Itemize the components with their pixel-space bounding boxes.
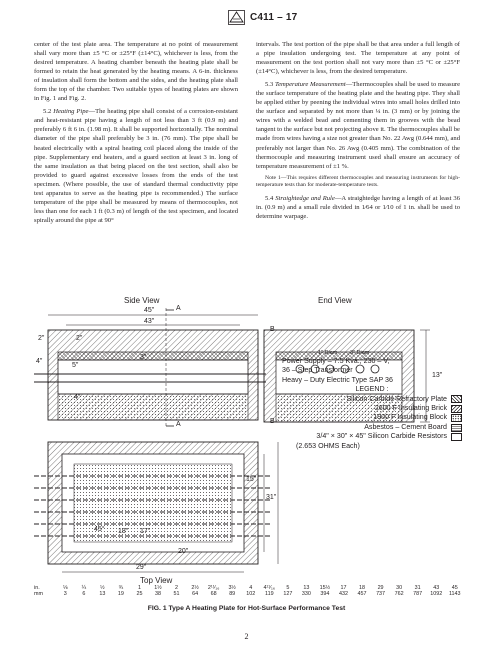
legend-item: 1900 F Insulating Block bbox=[282, 413, 462, 422]
inch-value: 4 bbox=[249, 585, 253, 591]
dim-15: 15" bbox=[246, 476, 257, 483]
mm-value: 1143 bbox=[448, 591, 461, 597]
unit-conversion-table bbox=[34, 585, 464, 597]
dim-1-diam: 1" Diam bbox=[318, 350, 338, 356]
dim-43: 43" bbox=[144, 318, 155, 325]
dim-18: 18" bbox=[118, 528, 129, 535]
dim-17: 17" bbox=[140, 528, 151, 535]
inch-value: 5 bbox=[286, 585, 290, 591]
top-view bbox=[34, 442, 278, 572]
power-supply: Power Supply – 7.5 Kva., 230 – V, bbox=[282, 357, 390, 365]
inch-value: 18 bbox=[359, 585, 366, 591]
dim-29: 29" bbox=[136, 564, 147, 571]
dim-2b: 2" bbox=[76, 335, 83, 342]
right-column bbox=[256, 40, 460, 229]
inch-value: 43 bbox=[433, 585, 440, 591]
mm-value: 6 bbox=[82, 591, 86, 597]
mm-value: 51 bbox=[173, 591, 180, 597]
section-mark-a-top: A bbox=[176, 305, 181, 312]
paragraph: center of the test plate area. The temperature at no point of measurement shall vary more than ±5 °C or ±25°F (±14°C), whichever is less, from the desired temperature. A heating chamber beneath the heating plate shall be formed to retain the heat generated by the heating means. A 6-in. thickness of insulation shall form the bottom and the sides, and the heating plate shall form the top of the chamber. Two suitable types of heating plates are shown in Fig. 1 and Fig. 2. bbox=[34, 41, 238, 103]
section-mark-b-top: B bbox=[270, 326, 275, 333]
inch-value: 3½ bbox=[228, 585, 236, 591]
inch-value: 13 bbox=[303, 585, 310, 591]
note-1: Note 1—This requires different thermocouples and measuring instruments for high-temperature tests than for moderate-temperature tests. bbox=[256, 174, 460, 189]
transformer: 36 – Step Transformer bbox=[282, 366, 353, 375]
inch-value: ½ bbox=[100, 585, 105, 591]
inch-value: 2¹¹⁄₁₆ bbox=[207, 585, 220, 591]
insulating-brick-swatch-icon bbox=[451, 405, 462, 413]
side-view-label: Side View bbox=[124, 296, 160, 305]
section-mark-b-bottom: B bbox=[270, 418, 275, 425]
text-columns bbox=[34, 40, 460, 229]
inch-value: 2½ bbox=[191, 585, 199, 591]
resistor-swatch-icon bbox=[451, 433, 462, 441]
resistor-ohms: (2.653 OHMS Each) bbox=[296, 441, 360, 450]
refractory-plate-swatch-icon bbox=[451, 395, 462, 403]
dim-45: 45" bbox=[144, 307, 155, 314]
mm-value: 13 bbox=[99, 591, 106, 597]
mm-value: 102 bbox=[246, 591, 256, 597]
figure-legend bbox=[282, 357, 462, 451]
section-5-3: 5.3 Temperature Measurement—Thermocouples shall be used to measure the surface temperature of the heating plate and the heating pipe. They shall be applied either by peening the individual wires into small holes drilled into the surface and separated by not more than ¼ in. (3 mm) or by joining the wires with a welded bead and cementing them in grooves with the bead tangent to the surface but not projecting above it. The thermocouples shall be made from wires having a size not greater than No. 22 Awg (0.644 mm), and preferably not larger than No. 26 Awg (0.405 mm). The combination of the thermocouple and measuring instrument used shall ensure an accuracy of temperature measurement of ±1 %. bbox=[256, 81, 460, 170]
inch-value: 17 bbox=[340, 585, 347, 591]
section-5-4: 5.4 Straightedge and Rule—A straightedge having a length of at least 36 in. (0.9 m) and a small rule divided in 1⁄64 or 1⁄10 of 1 in. shall be used to determine warpage. bbox=[256, 194, 460, 220]
inch-value: ¼ bbox=[81, 585, 87, 591]
mm-value: 394 bbox=[320, 591, 330, 597]
figure-caption: FIG. 1 Type A Heating Plate for Hot-Surface Performance Test bbox=[147, 605, 346, 612]
mm-value: 64 bbox=[192, 591, 199, 597]
insulating-block-swatch-icon bbox=[451, 414, 462, 422]
legend-title: LEGEND : bbox=[355, 385, 389, 394]
inch-value: 1½ bbox=[154, 585, 162, 591]
mm-value: 457 bbox=[357, 591, 367, 597]
mm-value: 330 bbox=[301, 591, 311, 597]
paragraph: intervals. The test portion of the pipe shall be that area under a full length of a pipe insulation undergoing test. The temperature at any point of measurement on the test portion shall not vary more than ±5 °C or ±25°F (±14°C), whichever is less, from the desired temperature. bbox=[256, 41, 460, 76]
inch-value: 45 bbox=[451, 585, 458, 591]
mm-value: 89 bbox=[229, 591, 236, 597]
mm-value: 432 bbox=[338, 591, 348, 597]
inch-value: 1 bbox=[137, 585, 141, 591]
mm-value: 119 bbox=[264, 591, 274, 597]
legend-item: 3/4" × 30" × 45" Silicon Carbide Resistors bbox=[282, 432, 462, 441]
legend-item: Asbestos – Cement Board bbox=[282, 423, 462, 432]
inch-value: 2 bbox=[175, 585, 179, 591]
inch-value: 4¹¹⁄₁₆ bbox=[263, 585, 276, 591]
mm-value: 1092 bbox=[430, 591, 443, 597]
inch-value: ⅛ bbox=[63, 585, 68, 591]
mm-value: 737 bbox=[376, 591, 386, 597]
dim-3-diam: 3" Diam bbox=[350, 350, 370, 356]
dim-5: 5" bbox=[72, 362, 79, 369]
dim-45-deg: 45° bbox=[94, 526, 105, 533]
inch-value: ¾ bbox=[118, 585, 124, 591]
legend-item: 2600 F Insulating Brick bbox=[282, 404, 462, 413]
mm-value: 787 bbox=[413, 591, 423, 597]
left-column bbox=[34, 40, 238, 229]
section-5-2: 5.2 Heating Pipe—The heating pipe shall consist of a corrosion-resistant and heat-resistant pipe having a length of not less than 3 ft (0.9 m) and preferably 6 ft 6 in. (1.98 m). It shall be supported horizontally. The nominal diameter of the pipe shall preferably be 3 in. (76 mm). The pipe shall be heated electrically with a spiral heating coil placed along the inside of the pipe. Supplementary end heaters, and a guard section at least 3 in. long of the same insulation as that being placed on the test section, shall also be provided to guard against excessive losses from the ends of the test specimen. (Where possible, the use of standard thermal conductivity pipe test apparatus to serve as the heating pipe is recommended.) The surface temperature of the pipe shall be measured by means of thermocouples, not less than one for each 1 ft (0.3 m) of length of the test specimen, and located spirally around the pipe at 90° bbox=[34, 108, 238, 224]
dim-3: 3" bbox=[140, 354, 147, 361]
side-view bbox=[34, 308, 266, 428]
inch-value: 29 bbox=[377, 585, 384, 591]
legend-item: Silicon Carbide Refractory Plate bbox=[282, 395, 462, 404]
page-number: 2 bbox=[244, 632, 249, 641]
inches-row: in. ⅛ ¼ ½ ¾ 1 1½ 2 2½ 2¹¹⁄₁₆ 3½ 4 4¹¹⁄₁₆ 5 13 15½ 17 18 29 30 31 43 45 bbox=[34, 585, 464, 591]
dim-13: 13" bbox=[432, 372, 443, 379]
top-view-label: Top View bbox=[140, 576, 173, 585]
mm-value: 3 bbox=[63, 591, 67, 597]
dim-4a: 4" bbox=[36, 358, 43, 365]
heater-type: Heavy – Duty Electric Type SAP 36 bbox=[282, 375, 393, 384]
end-view-label: End View bbox=[318, 296, 352, 305]
mm-value: 127 bbox=[283, 591, 293, 597]
dim-2a: 2" bbox=[38, 335, 45, 342]
document-id: C411 – 17 bbox=[250, 12, 298, 23]
inch-value: 31 bbox=[414, 585, 421, 591]
dim-31: 31" bbox=[266, 494, 277, 501]
mm-value: 38 bbox=[155, 591, 161, 597]
inch-value: 30 bbox=[396, 585, 403, 591]
dim-4b: 4" bbox=[74, 394, 81, 401]
cement-board-swatch-icon bbox=[451, 424, 462, 432]
millimeters-row: mm 3 6 13 19 25 38 51 64 68 89 102 119 127 330 394 432 457 737 762 787 1092 1143 bbox=[34, 591, 464, 597]
section-mark-a-bottom: A bbox=[176, 421, 181, 428]
mm-value: 762 bbox=[394, 591, 404, 597]
mm-value: 19 bbox=[117, 591, 124, 597]
mm-value: 25 bbox=[136, 591, 143, 597]
mm-value: 68 bbox=[210, 591, 217, 597]
astm-logo-icon bbox=[228, 10, 245, 25]
inch-value: 15½ bbox=[319, 585, 331, 591]
dim-20: 20" bbox=[178, 548, 189, 555]
